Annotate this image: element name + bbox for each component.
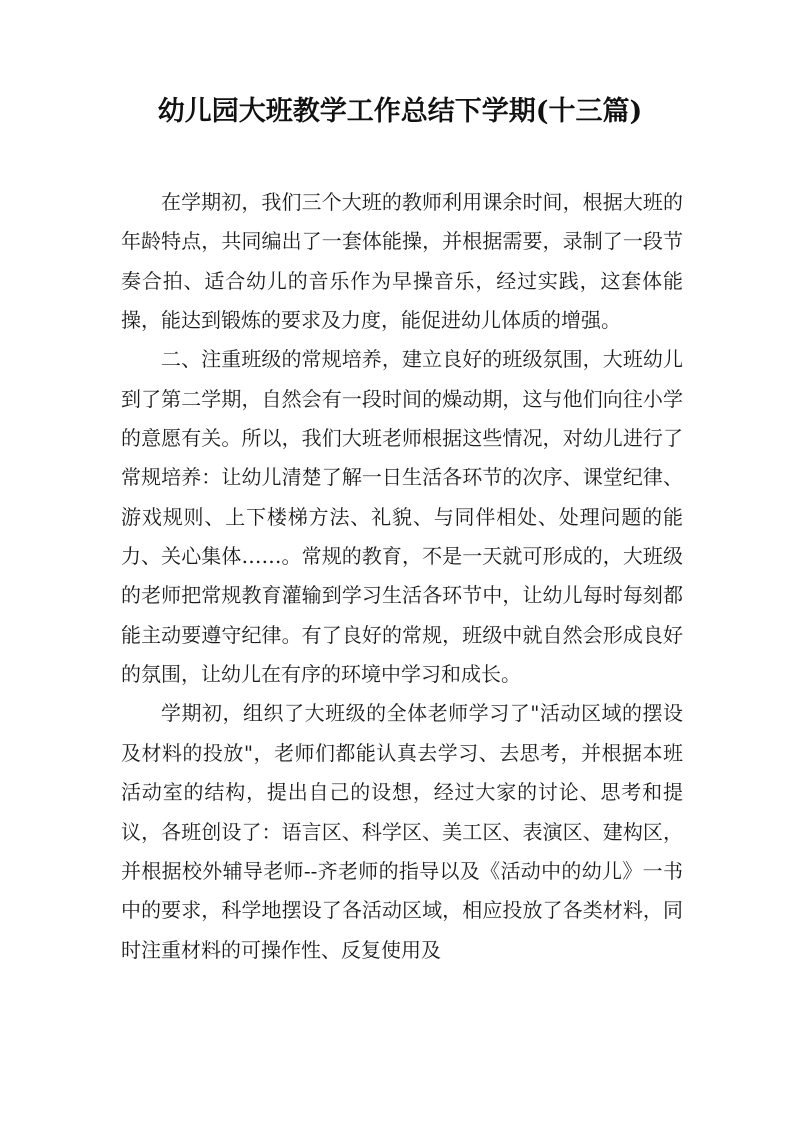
paragraph-2: 二、注重班级的常规培养，建立良好的班级氛围，大班幼儿到了第二学期，自然会有一段时间的燥动期，这与他们向往小学的意愿有关。所以，我们大班老师根据这些情况，对幼儿进行了常规培养：让幼儿清楚了解一日生活各环节的次序、课堂纪律、游戏规则、上下楼梯方法、礼貌、与同伴相处、处理问题的能力、关心集体……。常规的教育，不是一天就可形成的，大班级的老师把常规教育灌输到学习生活各环节中，让幼儿每时每刻都能主动要遵守纪律。有了良好的常规，班级中就自然会形成良好的氛围，让幼儿在有序的环境中学习和成长。 [121,347,683,687]
paragraph-1: 在学期初，我们三个大班的教师利用课余时间，根据大班的年龄特点，共同编出了一套体能操，并根据需要，录制了一段节奏合拍、适合幼儿的音乐作为早操音乐，经过实践，这套体能操，能达到锻炼的要求及力度，能促进幼儿体质的增强。 [121,190,683,333]
paragraph-3: 学期初，组织了大班级的全体老师学习了"活动区域的摆设及材料的投放"，老师们都能认真去学习、去思考，并根据本班活动室的结构，提出自己的设想，经过大家的讨论、思考和提议，各班创设了：语言区、科学区、美工区、表演区、建构区，并根据校外辅导老师--齐老师的指导以及《活动中的幼儿》一书中的要求，科学地摆设了各活动区域，相应投放了各类材料，同时注重材料的可操作性、反复使用及 [121,701,683,962]
document-title: 幼儿园大班教学工作总结下学期(十三篇) [157,96,643,127]
document-body [121,183,683,970]
